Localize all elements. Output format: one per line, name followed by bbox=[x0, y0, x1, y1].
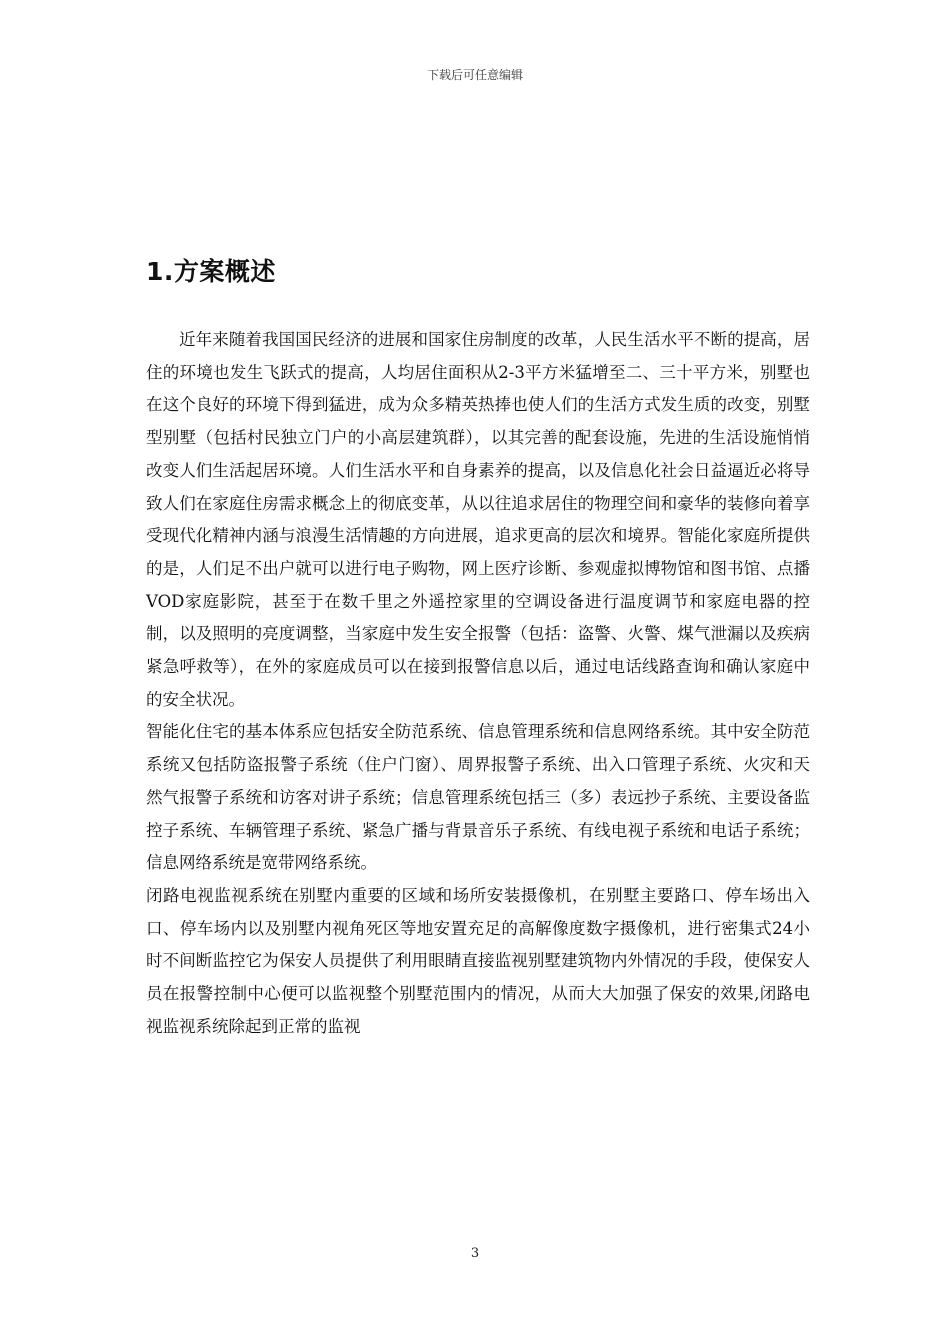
page-header: 下载后可任意编辑 bbox=[426, 68, 523, 82]
body-text bbox=[146, 324, 810, 1043]
paragraph-cctv: 闭路电视监视系统在别墅内重要的区域和场所安装摄像机，在别墅主要路口、停车场出入口、停车场内以及别墅内视角死区等地安置充足的高解像度数字摄像机，进行密集式24小时不间断监控它为保安人员提供了利用眼睛直接监视别墅建筑物内外情况的手段，使保安人员在报警控制中心便可以监视整个别墅范围内的情况，从而大大加强了保安的效果,闭路电视监视系统除起到正常的监视 bbox=[146, 885, 810, 1036]
paragraph-overview: 近年来随着我国国民经济的进展和国家住房制度的改革，人民生活水平不断的提高，居住的环境也发生飞跃式的提高，人均居住面积从2-3平方米猛增至二、三十平方米，别墅也在这个良好的环境下得到猛进，成为众多精英热捧也使人们的生活方式发生质的改变，别墅型别墅（包括村民独立门户的小高层建筑群），以其完善的配套设施，先进的生活设施悄悄改变人们生活起居环境。人们生活水平和自身素养的提高，以及信息化社会日益逼近必将导致人们在家庭住房需求概念上的彻底变革，从以往追求居住的物理空间和豪华的装修向着享受现代化精神内涵与浪漫生活情趣的方向进展，追求更高的层次和境界。智能化家庭所提供的是，人们足不出户就可以进行电子购物，网上医疗诊断、参观虚拟博物馆和图书馆、点播VOD家庭影院，甚至于在数千里之外遥控家里的空调设备进行温度调节和家庭电器的控制，以及照明的亮度调整，当家庭中发生安全报警（包括：盗警、火警、煤气泄漏以及疾病紧急呼救等），在外的家庭成员可以在接到报警信息以后，通过电话线路查询和确认家庭中的安全状况。 bbox=[146, 330, 810, 709]
paragraph-system: 智能化住宅的基本体系应包括安全防范系统、信息管理系统和信息网络系统。其中安全防范系统又包括防盗报警子系统（住户门窗）、周界报警子系统、出入口管理子系统、火灾和天然气报警子系统和访客对讲子系统；信息管理系统包括三（多）表远抄子系统、主要设备监控子系统、车辆管理子系统、紧急广播与背景音乐子系统、有线电视子系统和电话子系统；信息网络系统是宽带网络系统。 bbox=[146, 722, 810, 873]
page-number: 3 bbox=[470, 1246, 480, 1261]
section-title: 1.方案概述 bbox=[146, 257, 276, 286]
